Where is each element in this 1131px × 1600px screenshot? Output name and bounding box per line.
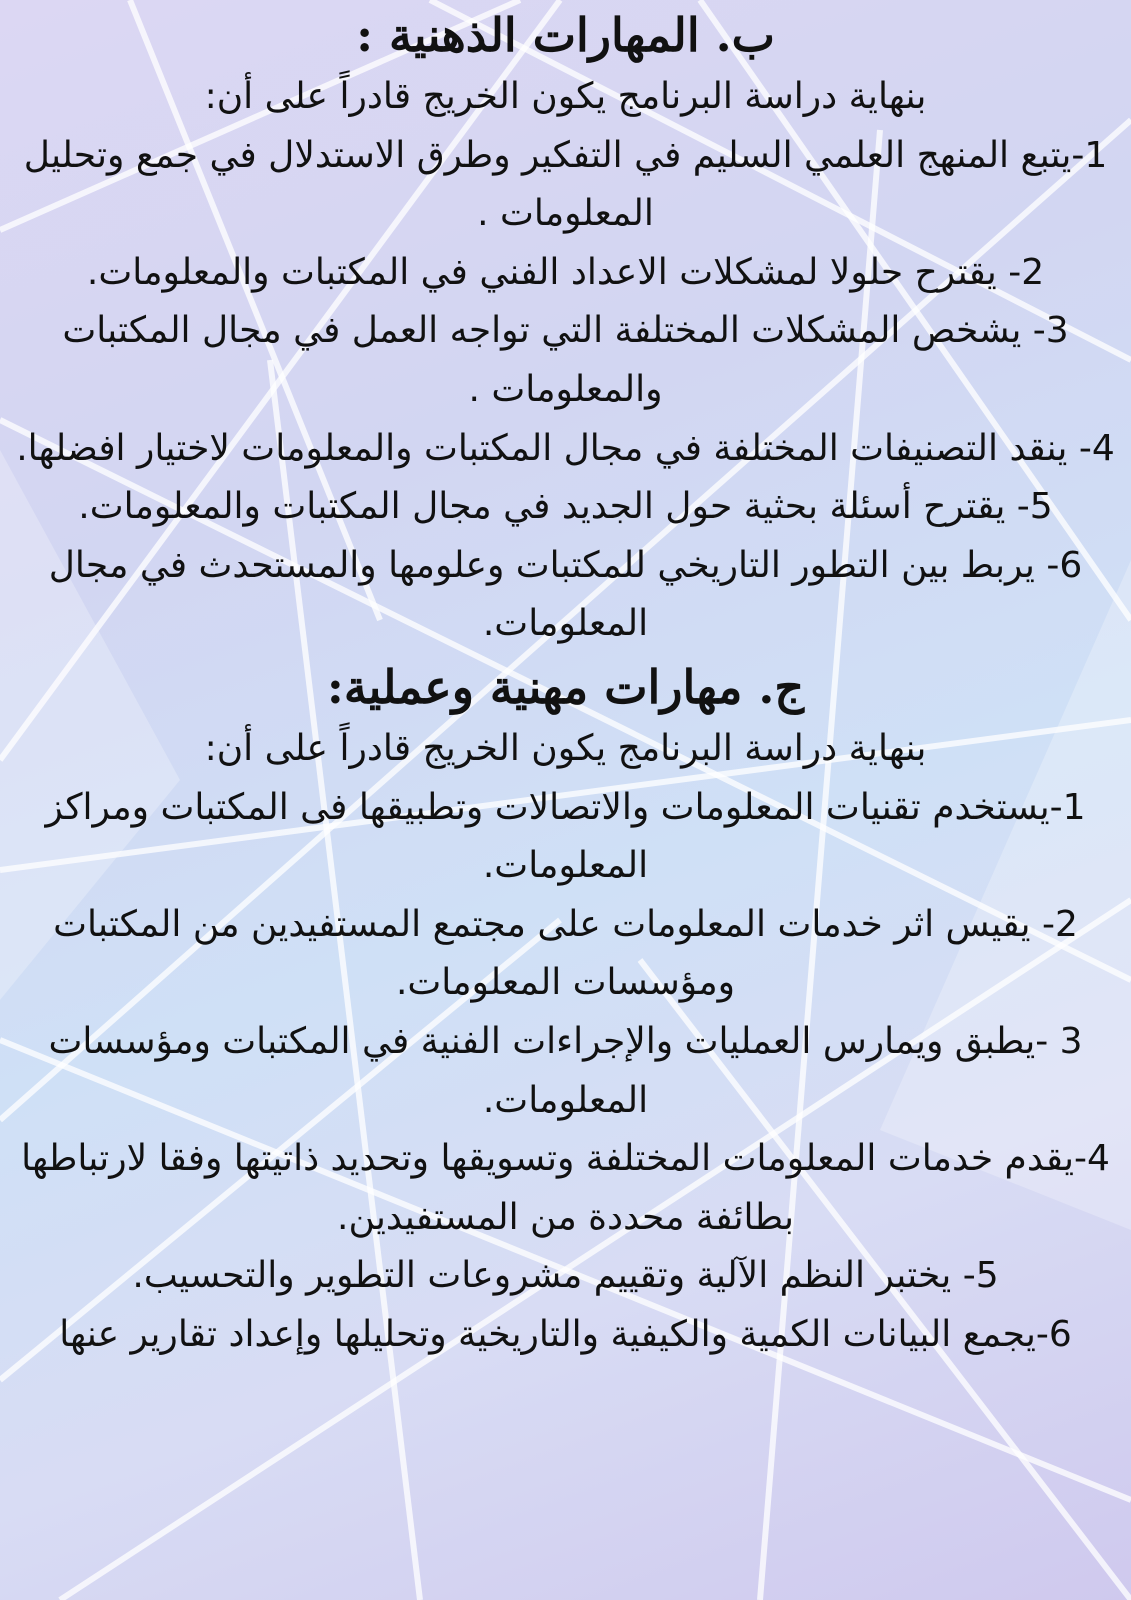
list-item: 5- يختبر النظم الآلية وتقييم مشروعات التطوير والتحسيب. xyxy=(132,1255,999,1297)
list-item: 6-يجمع البيانات الكمية والكيفية والتاريخية وتحليلها وإعداد تقارير عنها xyxy=(59,1313,1072,1355)
list-item: 4-يقدم خدمات المعلومات المختلفة وتسويقها وتحديد ذاتيتها وفقا لارتباطها بطائفة محددة من المستفيدين. xyxy=(21,1138,1110,1238)
list-item: 6- يربط بين التطور التاريخي للمكتبات وعلومها والمستحدث في مجال المعلومات. xyxy=(48,544,1083,645)
section-intro: بنهاية دراسة البرنامج يكون الخريج قادراً على أن: xyxy=(204,76,927,117)
list-item: 1-يتبع المنهج العلمي السليم في التفكير وطرق الاستدلال في جمع وتحليل المعلومات . xyxy=(23,134,1108,235)
list-item: 3- يشخص المشكلات المختلفة التي تواجه العمل في مجال المكتبات والمعلومات . xyxy=(62,310,1069,410)
list-item: 2- يقترح حلولا لمشكلات الاعداد الفني في المكتبات والمعلومات. xyxy=(86,251,1045,293)
list-item: 1-يستخدم تقنيات المعلومات والاتصالات وتطبيقها فى المكتبات ومراكز المعلومات. xyxy=(45,786,1086,887)
list-item: 2- يقيس اثر خدمات المعلومات على مجتمع المستفيدين من المكتبات ومؤسسات المعلومات. xyxy=(53,903,1078,1004)
list-item: 4- ينقد التصنيفات المختلفة في مجال المكتبات والمعلومات لاختيار افضلها. xyxy=(16,427,1115,469)
list-item: 5- يقترح أسئلة بحثية حول الجديد في مجال المكتبات والمعلومات. xyxy=(78,486,1053,528)
section-intro: بنهاية دراسة البرنامج يكون الخريج قادراً على أن: xyxy=(204,727,927,769)
list-item: 3 -يطبق ويمارس العمليات والإجراءات الفنية في المكتبات ومؤسسات المعلومات. xyxy=(48,1020,1083,1121)
section-heading-mental-skills: ب. المهارات الذهنية : xyxy=(356,8,775,62)
section-heading-professional-skills: ج. مهارات مهنية وعملية: xyxy=(326,659,805,714)
